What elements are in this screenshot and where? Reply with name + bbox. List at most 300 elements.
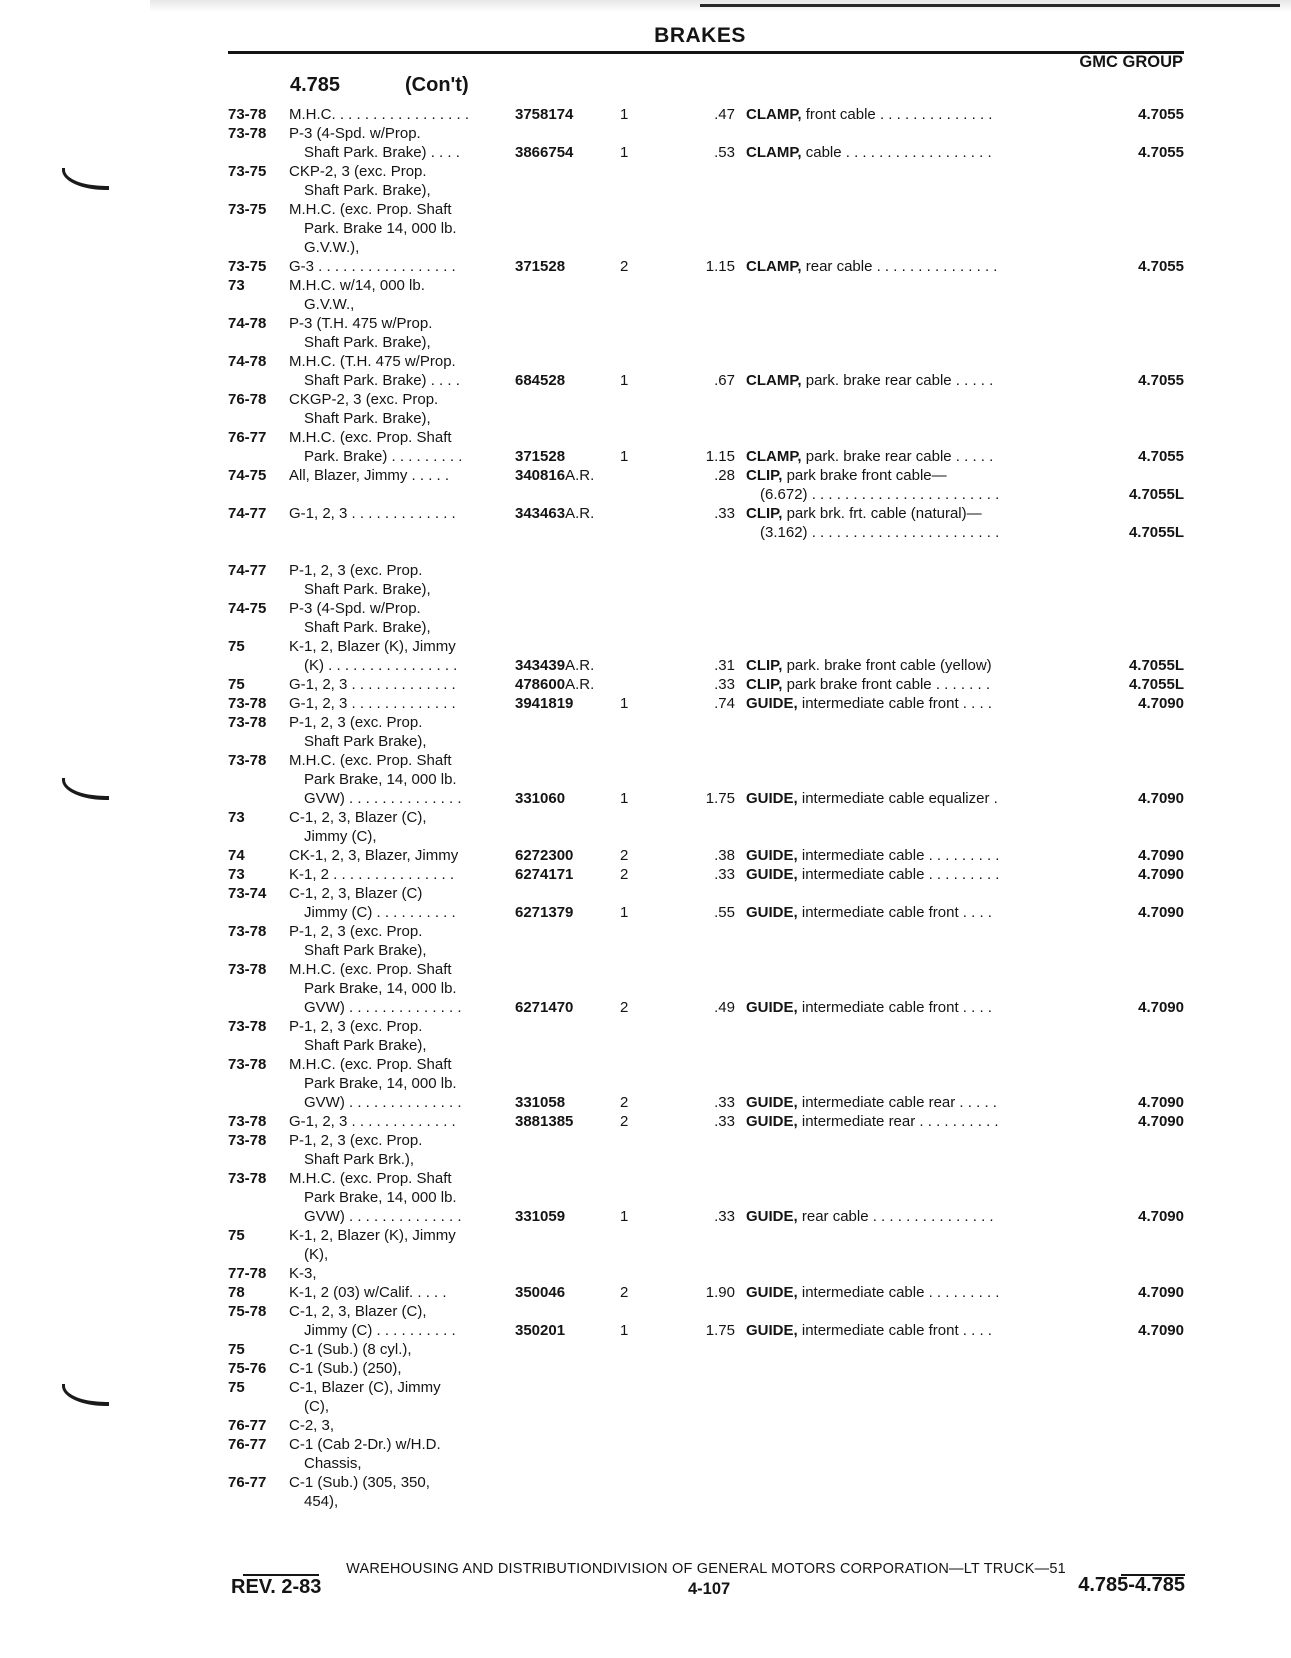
part-detail: intermediate rear . . . . . . . . . . <box>797 1113 999 1130</box>
quantity: 2 <box>620 866 629 883</box>
group-number: 4.7090 <box>1138 1094 1184 1111</box>
model-application: M.H.C. (T.H. 475 w/Prop. <box>289 353 456 370</box>
model-application: C-1 (Sub.) (8 cyl.), <box>289 1341 412 1358</box>
part-name: CLAMP, <box>746 106 802 123</box>
price: .33 <box>714 1113 735 1130</box>
part-row <box>0 1454 1291 1473</box>
part-row <box>0 1055 1291 1074</box>
part-description <box>746 257 1066 276</box>
model-application: P-1, 2, 3 (exc. Prop. <box>289 1132 423 1149</box>
part-name: GUIDE, <box>746 866 798 883</box>
model-years: 73-78 <box>228 961 267 978</box>
model-years: 73-78 <box>228 1170 267 1187</box>
part-detail: park. brake rear cable . . . . . <box>801 448 994 465</box>
model-years: 73 <box>228 866 245 883</box>
part-detail: park brk. frt. cable (natural)— <box>782 505 982 522</box>
part-row <box>0 1074 1291 1093</box>
model-years: 75-78 <box>228 1303 267 1320</box>
model-application: C-1, 2, 3, Blazer (C) <box>289 885 423 902</box>
part-number <box>515 1321 635 1340</box>
part-row <box>0 352 1291 371</box>
part-row <box>0 732 1291 751</box>
part-detail: intermediate cable front . . . . <box>797 1322 992 1339</box>
model-application: (K), <box>304 1246 329 1263</box>
price: .47 <box>714 106 735 123</box>
part-row <box>0 1188 1291 1207</box>
section-continued-label: (Con't) <box>405 74 469 96</box>
group-number: 4.7055L <box>1128 676 1184 693</box>
part-description <box>746 447 1066 466</box>
group-number: 4.7090 <box>1138 904 1184 921</box>
quantity-as-required: A.R. <box>565 657 595 674</box>
model-application: C-1, 2, 3, Blazer (C), <box>289 1303 427 1320</box>
part-row <box>0 314 1291 333</box>
parts-list <box>0 105 1291 1511</box>
group-number: 4.7055L <box>1128 486 1184 503</box>
part-detail: cable . . . . . . . . . . . . . . . . . . <box>801 144 992 161</box>
model-application: K-1, 2, Blazer (K), Jimmy <box>289 1227 456 1244</box>
group-label: GMC GROUP <box>1079 53 1183 71</box>
part-row <box>0 770 1291 789</box>
part-detail: intermediate cable front . . . . <box>797 695 992 712</box>
part-number-value: 371528 <box>515 258 566 275</box>
part-row <box>0 1473 1291 1492</box>
model-application: Shaft Park Brk.), <box>304 1151 415 1168</box>
part-row <box>0 1093 1291 1112</box>
model-application: P-1, 2, 3 (exc. Prop. <box>289 562 423 579</box>
model-years: 75 <box>228 676 245 693</box>
model-application: C-2, 3, <box>289 1417 335 1434</box>
part-row <box>0 808 1291 827</box>
part-row <box>0 656 1291 675</box>
part-name: GUIDE, <box>746 790 798 807</box>
part-row <box>0 1283 1291 1302</box>
model-application: Park Brake, 14, 000 lb. <box>304 980 457 997</box>
model-application: P-1, 2, 3 (exc. Prop. <box>289 714 423 731</box>
model-application: G.V.W.), <box>304 239 360 256</box>
part-number-value: 3941819 <box>515 695 574 712</box>
part-detail: intermediate cable . . . . . . . . . <box>797 866 1000 883</box>
part-detail: park brake front cable . . . . . . . <box>782 676 990 693</box>
part-description <box>746 105 1066 124</box>
part-name: CLAMP, <box>746 372 802 389</box>
header-rule <box>228 51 1184 54</box>
model-application: CKGP-2, 3 (exc. Prop. <box>289 391 439 408</box>
part-number-value: 6271470 <box>515 999 574 1016</box>
price: .49 <box>714 999 735 1016</box>
model-application: Park. Brake 14, 000 lb. <box>304 220 457 237</box>
part-row <box>0 1112 1291 1131</box>
part-number-value: 6272300 <box>515 847 574 864</box>
part-row <box>0 181 1291 200</box>
part-name: GUIDE, <box>746 847 798 864</box>
model-application: P-1, 2, 3 (exc. Prop. <box>289 923 423 940</box>
part-number <box>515 504 635 523</box>
part-row <box>0 1207 1291 1226</box>
model-application: M.H.C. (exc. Prop. Shaft <box>289 961 452 978</box>
model-years: 73-78 <box>228 923 267 940</box>
model-years: 76-77 <box>228 1436 267 1453</box>
quantity: 2 <box>620 1113 629 1130</box>
group-number: 4.7055L <box>1128 657 1184 674</box>
model-years: 73-78 <box>228 752 267 769</box>
part-row <box>0 1340 1291 1359</box>
model-years: 76-77 <box>228 1417 267 1434</box>
part-detail: (3.162) . . . . . . . . . . . . . . . . . . . . . . . <box>760 524 1000 541</box>
part-name: GUIDE, <box>746 1208 798 1225</box>
part-row <box>0 1017 1291 1036</box>
model-application: Park. Brake) . . . . . . . . . <box>304 448 463 465</box>
model-years: 75 <box>228 638 245 655</box>
part-number <box>515 1093 635 1112</box>
group-number: 4.7055L <box>1128 524 1184 541</box>
model-years: 75-76 <box>228 1360 267 1377</box>
model-years: 74-77 <box>228 505 267 522</box>
part-row <box>0 276 1291 295</box>
part-name: GUIDE, <box>746 1322 798 1339</box>
part-row <box>0 751 1291 770</box>
part-number-value: 684528 <box>515 372 566 389</box>
part-row <box>0 333 1291 352</box>
quantity: 1 <box>620 904 629 921</box>
model-application: M.H.C. (exc. Prop. Shaft <box>289 1170 452 1187</box>
model-application: C-1 (Sub.) (305, 350, <box>289 1474 430 1491</box>
part-row <box>0 1131 1291 1150</box>
model-years: 73-78 <box>228 1132 267 1149</box>
part-description <box>746 504 1066 523</box>
part-row <box>0 124 1291 143</box>
model-years: 73 <box>228 809 245 826</box>
scan-edge-line <box>700 4 1280 7</box>
price: .38 <box>714 847 735 864</box>
model-application: Shaft Park. Brake), <box>304 334 431 351</box>
model-years: 74-78 <box>228 315 267 332</box>
quantity: 1 <box>620 790 629 807</box>
model-application: GVW) . . . . . . . . . . . . . . <box>304 790 462 807</box>
group-number: 4.7055 <box>1138 258 1184 275</box>
part-row <box>0 105 1291 124</box>
price: .33 <box>714 1208 735 1225</box>
model-application: (C), <box>304 1398 329 1415</box>
model-application: K-3, <box>289 1265 317 1282</box>
group-number: 4.7055 <box>1138 372 1184 389</box>
part-name: GUIDE, <box>746 1284 798 1301</box>
model-application: Shaft Park. Brake), <box>304 410 431 427</box>
part-number <box>515 694 635 713</box>
model-years: 77-78 <box>228 1265 267 1282</box>
model-application: Jimmy (C), <box>304 828 377 845</box>
model-application: C-1 (Cab 2-Dr.) w/H.D. <box>289 1436 441 1453</box>
model-application: Shaft Park Brake), <box>304 1037 427 1054</box>
part-detail: front cable . . . . . . . . . . . . . . <box>801 106 993 123</box>
price: 1.90 <box>705 1284 735 1301</box>
model-application: K-1, 2 . . . . . . . . . . . . . . . <box>289 866 455 883</box>
model-application: Jimmy (C) . . . . . . . . . . <box>304 1322 456 1339</box>
part-number <box>515 903 635 922</box>
model-application: M.H.C. (exc. Prop. Shaft <box>289 429 452 446</box>
part-row <box>0 1036 1291 1055</box>
model-application: GVW) . . . . . . . . . . . . . . <box>304 1094 462 1111</box>
part-number-value: 3866754 <box>515 144 574 161</box>
group-number: 4.7090 <box>1138 790 1184 807</box>
part-description <box>746 656 1066 675</box>
part-detail: intermediate cable . . . . . . . . . <box>797 1284 1000 1301</box>
part-row <box>0 1245 1291 1264</box>
model-application: M.H.C. (exc. Prop. Shaft <box>289 201 452 218</box>
model-years: 73-75 <box>228 163 267 180</box>
part-description <box>760 485 1066 504</box>
model-years: 78 <box>228 1284 245 1301</box>
model-years: 73 <box>228 277 245 294</box>
model-application: Park Brake, 14, 000 lb. <box>304 771 457 788</box>
part-row <box>0 1378 1291 1397</box>
part-row <box>0 998 1291 1017</box>
model-application: C-1 (Sub.) (250), <box>289 1360 402 1377</box>
model-application: K-1, 2, Blazer (K), Jimmy <box>289 638 456 655</box>
part-number <box>515 1283 635 1302</box>
part-detail: intermediate cable front . . . . <box>797 999 992 1016</box>
part-detail: intermediate cable equalizer . <box>797 790 998 807</box>
model-application: Chassis, <box>304 1455 362 1472</box>
price: .33 <box>714 676 735 693</box>
group-number: 4.7055 <box>1138 144 1184 161</box>
part-row <box>0 846 1291 865</box>
model-application: Shaft Park Brake), <box>304 733 427 750</box>
model-application: G-3 . . . . . . . . . . . . . . . . . <box>289 258 456 275</box>
model-application: 454), <box>304 1493 339 1510</box>
part-detail: intermediate cable front . . . . <box>797 904 992 921</box>
part-row <box>0 580 1291 599</box>
part-row <box>0 1169 1291 1188</box>
part-row <box>0 257 1291 276</box>
model-years: 74 <box>228 847 245 864</box>
part-number-value: 350201 <box>515 1322 566 1339</box>
part-detail: rear cable . . . . . . . . . . . . . . . <box>801 258 998 275</box>
page-section-range: 4.785-4.785 <box>1078 1574 1185 1596</box>
price: .74 <box>714 695 735 712</box>
group-number: 4.7090 <box>1138 1113 1184 1130</box>
model-years: 74-75 <box>228 467 267 484</box>
quantity: 1 <box>620 144 629 161</box>
price: .28 <box>714 467 735 484</box>
model-application: C-1, 2, 3, Blazer (C), <box>289 809 427 826</box>
part-number <box>515 675 635 694</box>
quantity: 1 <box>620 1322 629 1339</box>
model-application: M.H.C. w/14, 000 lb. <box>289 277 425 294</box>
section-number: 4.785 <box>290 74 341 96</box>
model-application: P-3 (4-Spd. w/Prop. <box>289 600 421 617</box>
part-row <box>0 694 1291 713</box>
part-number-value: 331059 <box>515 1208 566 1225</box>
part-row <box>0 219 1291 238</box>
part-description <box>746 998 1066 1017</box>
part-detail: park. brake front cable (yellow) <box>782 657 992 674</box>
part-row <box>0 618 1291 637</box>
part-number-value: 343439 <box>515 657 566 674</box>
group-number: 4.7090 <box>1138 695 1184 712</box>
part-number-value: 3758174 <box>515 106 574 123</box>
part-row <box>0 485 1291 504</box>
model-years: 75 <box>228 1379 245 1396</box>
quantity: 1 <box>620 106 629 123</box>
quantity: 2 <box>620 258 629 275</box>
part-number <box>515 466 635 485</box>
group-number: 4.7090 <box>1138 847 1184 864</box>
model-years: 74-75 <box>228 600 267 617</box>
model-application: M.H.C. (exc. Prop. Shaft <box>289 1056 452 1073</box>
part-name: CLIP, <box>746 676 783 693</box>
part-row <box>0 637 1291 656</box>
part-description <box>746 1207 1066 1226</box>
part-description <box>746 143 1066 162</box>
part-description <box>746 1321 1066 1340</box>
model-application: Park Brake, 14, 000 lb. <box>304 1075 457 1092</box>
part-name: CLIP, <box>746 505 783 522</box>
model-application: K-1, 2 (03) w/Calif. . . . . <box>289 1284 447 1301</box>
part-row <box>0 390 1291 409</box>
part-row <box>0 1226 1291 1245</box>
quantity-as-required: A.R. <box>565 505 595 522</box>
part-row <box>0 409 1291 428</box>
part-number-value: 371528 <box>515 448 566 465</box>
model-application: P-3 (4-Spd. w/Prop. <box>289 125 421 142</box>
group-number: 4.7090 <box>1138 1284 1184 1301</box>
quantity: 2 <box>620 1094 629 1111</box>
part-number-value: 331060 <box>515 790 566 807</box>
model-application: Shaft Park Brake), <box>304 942 427 959</box>
part-detail: park brake front cable— <box>782 467 947 484</box>
part-row <box>0 1321 1291 1340</box>
part-description <box>746 371 1066 390</box>
part-row <box>0 1435 1291 1454</box>
model-years: 73-78 <box>228 714 267 731</box>
part-row <box>0 143 1291 162</box>
part-row <box>0 1492 1291 1511</box>
part-description <box>746 1093 1066 1112</box>
page-title: BRAKES <box>654 24 746 47</box>
model-years: 73-78 <box>228 125 267 142</box>
part-row <box>0 1264 1291 1283</box>
group-number: 4.7055 <box>1138 448 1184 465</box>
part-description <box>746 1112 1066 1131</box>
part-row <box>0 941 1291 960</box>
part-row <box>0 884 1291 903</box>
revision-label: REV. 2-83 <box>231 1576 322 1598</box>
price: 1.75 <box>705 1322 735 1339</box>
part-detail: intermediate cable rear . . . . . <box>797 1094 997 1111</box>
part-description <box>746 675 1066 694</box>
price: 1.15 <box>705 448 735 465</box>
part-number <box>515 846 635 865</box>
model-application: All, Blazer, Jimmy . . . . . <box>289 467 450 484</box>
model-application: Jimmy (C) . . . . . . . . . . <box>304 904 456 921</box>
part-number <box>515 257 635 276</box>
part-row <box>0 371 1291 390</box>
part-row <box>0 447 1291 466</box>
model-years: 73-78 <box>228 1018 267 1035</box>
model-application: P-3 (T.H. 475 w/Prop. <box>289 315 433 332</box>
part-row <box>0 599 1291 618</box>
model-application: Shaft Park. Brake), <box>304 581 431 598</box>
part-row <box>0 1397 1291 1416</box>
part-row <box>0 504 1291 523</box>
group-number: 4.7090 <box>1138 866 1184 883</box>
part-row <box>0 979 1291 998</box>
part-number <box>515 656 635 675</box>
model-application: (K) . . . . . . . . . . . . . . . . <box>304 657 458 674</box>
model-application: CKP-2, 3 (exc. Prop. <box>289 163 427 180</box>
part-number-value: 6271379 <box>515 904 574 921</box>
part-row <box>0 1302 1291 1321</box>
part-row <box>0 295 1291 314</box>
price: .33 <box>714 866 735 883</box>
part-number <box>515 865 635 884</box>
part-description <box>746 1283 1066 1302</box>
part-row <box>0 523 1291 542</box>
part-row <box>0 200 1291 219</box>
model-application: M.H.C. (exc. Prop. Shaft <box>289 752 452 769</box>
part-description <box>746 694 1066 713</box>
price: .33 <box>714 1094 735 1111</box>
part-row <box>0 865 1291 884</box>
model-years: 74-78 <box>228 353 267 370</box>
part-row <box>0 238 1291 257</box>
part-number <box>515 998 635 1017</box>
model-application: GVW) . . . . . . . . . . . . . . <box>304 999 462 1016</box>
quantity: 2 <box>620 1284 629 1301</box>
part-description <box>746 789 1066 808</box>
part-number <box>515 143 635 162</box>
part-name: GUIDE, <box>746 1094 798 1111</box>
part-number <box>515 789 635 808</box>
quantity: 1 <box>620 1208 629 1225</box>
part-number <box>515 1207 635 1226</box>
model-years: 76-77 <box>228 1474 267 1491</box>
part-name: CLAMP, <box>746 258 802 275</box>
part-description <box>746 466 1066 485</box>
model-application: G-1, 2, 3 . . . . . . . . . . . . . <box>289 676 456 693</box>
part-row <box>0 1150 1291 1169</box>
model-years: 75 <box>228 1341 245 1358</box>
model-application: G-1, 2, 3 . . . . . . . . . . . . . <box>289 1113 456 1130</box>
model-application: P-1, 2, 3 (exc. Prop. <box>289 1018 423 1035</box>
part-row <box>0 1359 1291 1378</box>
part-name: CLAMP, <box>746 144 802 161</box>
part-name: GUIDE, <box>746 1113 798 1130</box>
part-name: GUIDE, <box>746 695 798 712</box>
part-detail: park. brake rear cable . . . . . <box>801 372 994 389</box>
part-description <box>746 865 1066 884</box>
quantity: 1 <box>620 695 629 712</box>
model-application: G-1, 2, 3 . . . . . . . . . . . . . <box>289 695 456 712</box>
part-number <box>515 371 635 390</box>
quantity: 1 <box>620 372 629 389</box>
model-application: G.V.W., <box>304 296 355 313</box>
part-number-value: 343463 <box>515 505 566 522</box>
part-detail: rear cable . . . . . . . . . . . . . . . <box>797 1208 994 1225</box>
part-row <box>0 922 1291 941</box>
part-description <box>746 846 1066 865</box>
part-row <box>0 542 1291 561</box>
part-row <box>0 789 1291 808</box>
group-number: 4.7055 <box>1138 106 1184 123</box>
group-number: 4.7090 <box>1138 999 1184 1016</box>
model-years: 73-78 <box>228 106 267 123</box>
part-description <box>760 523 1066 542</box>
price: .31 <box>714 657 735 674</box>
part-number-value: 478600 <box>515 676 566 693</box>
model-years: 75 <box>228 1227 245 1244</box>
